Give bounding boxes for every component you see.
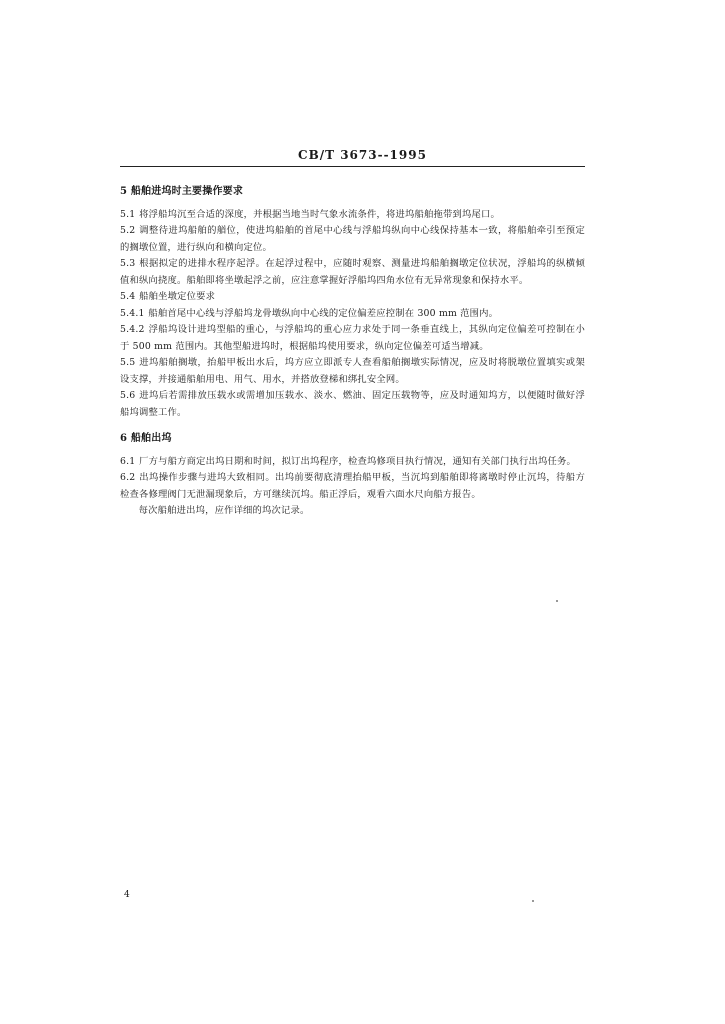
clause-number: 5.4.2	[120, 324, 145, 335]
clause-5-4	[120, 289, 585, 306]
clause-text: 浮船坞设计进坞型船的重心，与浮船坞的重心应力求处于同一条垂直线上，其纵向定位偏差可控制在小于 500 mm 范围内。其他型船进坞时，根据船坞使用要求，纵向定位偏差可适当增减。	[120, 324, 585, 352]
page-header-title: CB/T 3673--1995	[298, 148, 427, 162]
clause-number: 6.1	[120, 455, 136, 467]
page-number: 4	[124, 890, 130, 900]
clause-text: 出坞操作步骤与进坞大致相同。出坞前要彻底清理抬船甲板，当沉坞到船舶即将离墩时停止沉坞，待船方检查各修理阀门无泄漏现象后，方可继续沉坞。船正浮后，观看六面水尺向船方报告。	[120, 472, 585, 500]
clause-5-4-1	[120, 306, 585, 323]
clause-number: 5.4	[120, 291, 136, 302]
clause-number: 5.6	[120, 390, 136, 401]
clause-5-6	[120, 388, 585, 421]
clause-text: 进坞后若需排放压载水或需增加压载水、淡水、燃油、固定压载物等，应及时通知坞方，以便随时做好浮船坞调整工作。	[120, 390, 585, 418]
document-body	[120, 180, 585, 520]
clause-text: 船舶首尾中心线与浮船坞龙骨墩纵向中心线的定位偏差应控制在 300 mm 范围内。	[148, 307, 499, 319]
scan-speck	[556, 600, 558, 602]
clause-text: 调整待进坞船舶的艏位，使进坞船舶的首尾中心线与浮船坞纵向中心线保持基本一致，将船舶牵引至预定的搁墩位置，进行纵向和横向定位。	[120, 225, 585, 253]
scan-speck	[532, 900, 534, 902]
clause-5-4-2	[120, 322, 585, 355]
clause-text: 船舶坐墩定位要求	[139, 291, 216, 302]
section-5-heading: 5 船舶进坞时主要操作要求	[120, 186, 244, 197]
docking-record-note	[120, 503, 585, 520]
clause-5-1	[120, 207, 585, 224]
section-6-heading: 6 船舶出坞	[120, 433, 172, 444]
clause-number: 6.2	[120, 472, 136, 483]
clause-6-1	[120, 454, 585, 471]
clause-5-5	[120, 355, 585, 388]
clause-number: 5.4.1	[120, 307, 145, 319]
clause-text: 每次船舶进出坞，应作详细的坞次记录。	[138, 505, 310, 516]
clause-number: 5.2	[120, 225, 136, 236]
clause-text: 根据拟定的进排水程序起浮。在起浮过程中，应随时观察、测量进坞船舶搁墩定位状况，浮船坞的纵横倾值和纵向挠度。船舶即将坐墩起浮之前，应注意掌握好浮船坞四角水位有无异常现象和保持水平。	[120, 258, 585, 286]
clause-text: 将浮船坞沉至合适的深度，并根据当地当时气象水流条件，将进坞船舶拖带到坞尾口。	[139, 208, 500, 220]
clause-text: 进坞船舶搁墩，抬船甲板出水后，坞方应立即派专人查看船舶搁墩实际情况，应及时将脱墩位置填实或架设支撑，并接通船舶用电、用气、用水，并搭放登梯和绑扎安全网。	[120, 357, 585, 385]
clause-6-2	[120, 470, 585, 503]
clause-number: 5.5	[120, 357, 136, 368]
clause-5-2	[120, 223, 585, 256]
clause-number: 5.3	[120, 258, 136, 269]
clause-text: 厂方与船方商定出坞日期和时间，拟订出坞程序，检查坞修项目执行情况，通知有关部门执行出坞任务。	[139, 455, 576, 467]
clause-5-3	[120, 256, 585, 289]
header-rule	[120, 166, 585, 167]
clause-number: 5.1	[120, 208, 136, 220]
